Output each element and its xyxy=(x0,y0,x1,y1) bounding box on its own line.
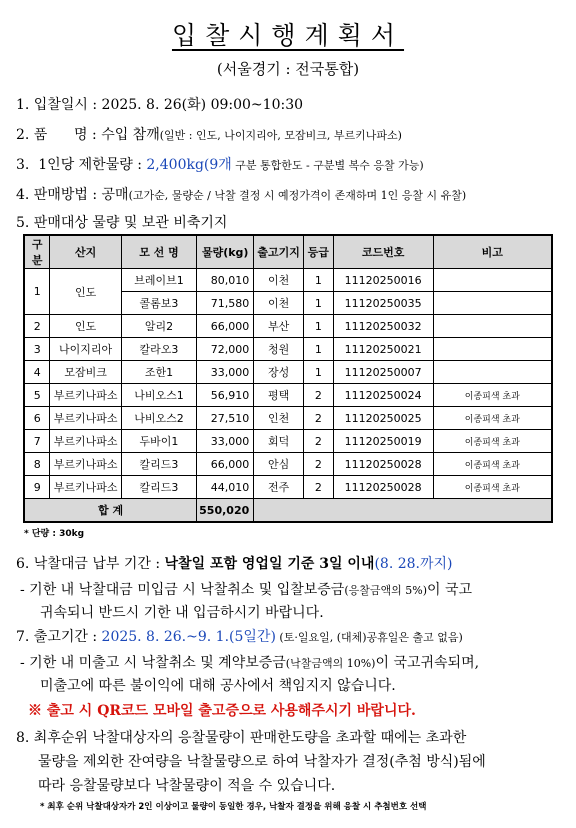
item-limit xyxy=(16,154,424,174)
table-cell: 회덕 xyxy=(254,430,304,453)
bid-datetime-value: 2025. 8. 26(화) 09:00~10:30 xyxy=(101,97,304,113)
table-header: 출고기지 xyxy=(254,235,304,269)
table-cell xyxy=(433,269,552,292)
table-cell: 2 xyxy=(303,453,333,476)
table-cell: 칼라오3 xyxy=(121,338,196,361)
payment-detail-text-2: 이 국고 xyxy=(427,582,473,598)
table-cell: 조한1 xyxy=(121,361,196,384)
table-cell: 66,000 xyxy=(197,315,254,338)
table-cell: 71,580 xyxy=(197,292,254,315)
table-cell: 칼리드3 xyxy=(121,453,196,476)
table-cell: 부르키나파소 xyxy=(50,430,121,453)
table-cell: 이종피색 초과 xyxy=(433,476,552,499)
table-header: 비고 xyxy=(433,235,552,269)
table-cell: 7 xyxy=(24,430,50,453)
table-cell: 두바이1 xyxy=(121,430,196,453)
table-cell: 80,010 xyxy=(197,269,254,292)
table-cell: 콜롬보3 xyxy=(121,292,196,315)
table-cell: 이천 xyxy=(254,292,304,315)
table-cell: 장성 xyxy=(254,361,304,384)
table-header: 물량(kg) xyxy=(197,235,254,269)
table-cell: 9 xyxy=(24,476,50,499)
table-cell: 11120250007 xyxy=(333,361,433,384)
table-cell: 부르키나파소 xyxy=(50,453,121,476)
release-detail-text-2: 이 국고귀속되며, xyxy=(375,655,480,671)
table-cell: 11120250035 xyxy=(333,292,433,315)
table-cell: 안심 xyxy=(254,453,304,476)
release-detail-small: (낙찰금액의 10%) xyxy=(285,657,376,670)
table-cell: 5 xyxy=(24,384,50,407)
sale-method-value: 공매 xyxy=(101,187,129,203)
item-final-bidder-3: 따라 응찰물량보다 낙찰물량이 적을 수 있습니다. xyxy=(38,778,336,794)
payment-detail-text: - 기한 내 낙찰대금 미입금 시 낙찰취소 및 입찰보증금 xyxy=(20,582,345,598)
table-cell: 1 xyxy=(303,292,333,315)
product-value: 수입 참깨 xyxy=(101,127,160,143)
table-cell: 이천 xyxy=(254,269,304,292)
table-cell: 나비오스2 xyxy=(121,407,196,430)
page-subtitle: (서울경기 : 전국통합) xyxy=(216,60,360,78)
release-label: 7. 출고기간 : xyxy=(16,629,102,645)
table-cell: 2 xyxy=(303,430,333,453)
release-value: 2025. 8. 26.~9. 1.(5일간) xyxy=(101,629,276,645)
release-detail-text: - 기한 내 미출고 시 낙찰취소 및 계약보증금 xyxy=(20,655,286,671)
table-cell: 이종피색 초과 xyxy=(433,430,552,453)
table-cell: 청원 xyxy=(254,338,304,361)
product-note: (일반 : 인도, 나이지리아, 모잠비크, 부르키나파소) xyxy=(159,129,402,142)
table-cell: 66,000 xyxy=(197,453,254,476)
total-empty xyxy=(254,499,552,523)
payment-label: 6. 낙찰대금 납부 기간 : xyxy=(16,556,165,572)
limit-label: 3. 1인당 제한물량 : xyxy=(16,157,147,173)
sale-method-label: 4. 판매방법 : xyxy=(16,187,102,203)
table-header-row xyxy=(24,235,552,269)
table-row xyxy=(24,338,552,361)
table-row xyxy=(24,476,552,499)
table-cell: 33,000 xyxy=(197,430,254,453)
table-cell: 2 xyxy=(303,476,333,499)
table-cell: 나이지리아 xyxy=(50,338,121,361)
item-sale-method xyxy=(16,184,466,204)
limit-note: 구분 통합한도 - 구분별 복수 응찰 가능) xyxy=(231,159,424,172)
table-row xyxy=(24,269,552,292)
total-label: 합 계 xyxy=(24,499,197,523)
total-value: 550,020 xyxy=(197,499,254,523)
table-row xyxy=(24,384,552,407)
table-row xyxy=(24,453,552,476)
table-cell: 11120250025 xyxy=(333,407,433,430)
table-cell: 2 xyxy=(303,384,333,407)
release-detail-1 xyxy=(20,652,479,672)
table-cell: 11120250024 xyxy=(333,384,433,407)
table-cell: 1 xyxy=(303,338,333,361)
table-header: 구분 xyxy=(24,235,50,269)
item-release-period xyxy=(16,626,463,646)
payment-detail-1 xyxy=(20,579,472,599)
table-cell: 3 xyxy=(24,338,50,361)
table-cell xyxy=(433,315,552,338)
table-cell: 인도 xyxy=(50,269,121,315)
table-cell: 부르키나파소 xyxy=(50,384,121,407)
table-cell: 전주 xyxy=(254,476,304,499)
table-cell: 칼리드3 xyxy=(121,476,196,499)
table-cell: 72,000 xyxy=(197,338,254,361)
table-cell: 알리2 xyxy=(121,315,196,338)
table-cell xyxy=(433,361,552,384)
table-cell: 인천 xyxy=(254,407,304,430)
item-final-bidder-2: 물량을 제외한 잔여량을 낙찰물량으로 하여 낙찰자가 결정(추첨 방식)됨에 xyxy=(38,754,486,770)
table-cell: 11120250032 xyxy=(333,315,433,338)
item-product xyxy=(16,124,402,144)
table-cell: 56,910 xyxy=(197,384,254,407)
table-cell: 2 xyxy=(24,315,50,338)
table-cell: 11120250016 xyxy=(333,269,433,292)
table-row xyxy=(24,315,552,338)
unit-note: * 단량 : 30kg xyxy=(24,529,85,539)
table-cell: 인도 xyxy=(50,315,121,338)
table-cell: 이종피색 초과 xyxy=(433,453,552,476)
payment-detail-2: 귀속되니 반드시 기한 내 입금하시기 바랍니다. xyxy=(40,605,324,621)
table-cell: 이종피색 초과 xyxy=(433,407,552,430)
table-cell: 부산 xyxy=(254,315,304,338)
table-header: 코드번호 xyxy=(333,235,433,269)
table-cell: 8 xyxy=(24,453,50,476)
table-cell: 27,510 xyxy=(197,407,254,430)
table-cell: 2 xyxy=(303,407,333,430)
table-cell: 브레이브1 xyxy=(121,269,196,292)
table-cell: 11120250021 xyxy=(333,338,433,361)
table-cell: 이종피색 초과 xyxy=(433,384,552,407)
table-cell: 나비오스1 xyxy=(121,384,196,407)
sales-table xyxy=(23,234,553,523)
table-cell xyxy=(433,338,552,361)
payment-value: 낙찰일 포함 영업일 기준 3일 이내 xyxy=(164,556,375,572)
table-cell: 평택 xyxy=(254,384,304,407)
release-note: (토·일요일, (대체)공휴일은 출고 없음) xyxy=(275,631,463,644)
product-label: 2. 품 명 : xyxy=(16,127,102,143)
bid-datetime-label: 1. 입찰일시 : xyxy=(16,97,102,113)
table-cell: 모잠비크 xyxy=(50,361,121,384)
item-sale-target: 5. 판매대상 물량 및 보관 비축기지 xyxy=(16,215,228,231)
table-cell: 11120250028 xyxy=(333,453,433,476)
item-payment-period xyxy=(16,553,453,573)
table-total-row xyxy=(24,499,552,523)
table-cell: 1 xyxy=(303,361,333,384)
table-cell: 부르키나파소 xyxy=(50,476,121,499)
payment-detail-small: (응찰금액의 5%) xyxy=(344,584,428,597)
item-bid-datetime xyxy=(16,94,303,114)
table-cell: 4 xyxy=(24,361,50,384)
table-row xyxy=(24,407,552,430)
limit-value: 2,400kg(9개 xyxy=(146,157,232,173)
release-detail-2: 미출고에 따른 불이익에 대해 공사에서 책임지지 않습니다. xyxy=(40,678,396,694)
qr-notice: ※ 출고 시 QR코드 모바일 출고증으로 사용해주시기 바랍니다. xyxy=(28,703,416,719)
table-cell xyxy=(433,292,552,315)
item-final-bidder-1: 8. 최후순위 낙찰대상자의 응찰물량이 판매한도량을 초과할 때에는 초과한 xyxy=(16,730,467,746)
footnote: * 최후 순위 낙찰대상자가 2인 이상이고 물량이 동일한 경우, 낙찰자 결정을 위해 응찰 시 추첨번호 선택 xyxy=(40,802,427,812)
table-cell: 11120250019 xyxy=(333,430,433,453)
table-cell: 11120250028 xyxy=(333,476,433,499)
payment-date: (8. 28.까지) xyxy=(374,556,453,572)
table-row xyxy=(24,361,552,384)
table-row xyxy=(24,430,552,453)
table-cell: 44,010 xyxy=(197,476,254,499)
sale-method-note: (고가순, 물량순 / 낙찰 결정 시 예정가격이 존재하며 1인 응찰 시 유찰) xyxy=(128,189,467,202)
table-cell: 1 xyxy=(24,269,50,315)
table-header: 산지 xyxy=(50,235,121,269)
table-cell: 6 xyxy=(24,407,50,430)
table-cell: 33,000 xyxy=(197,361,254,384)
table-header: 모 선 명 xyxy=(121,235,196,269)
table-cell: 1 xyxy=(303,269,333,292)
page-title: 입찰시행계획서 xyxy=(171,21,405,50)
table-cell: 부르키나파소 xyxy=(50,407,121,430)
table-header: 등급 xyxy=(303,235,333,269)
table-cell: 1 xyxy=(303,315,333,338)
